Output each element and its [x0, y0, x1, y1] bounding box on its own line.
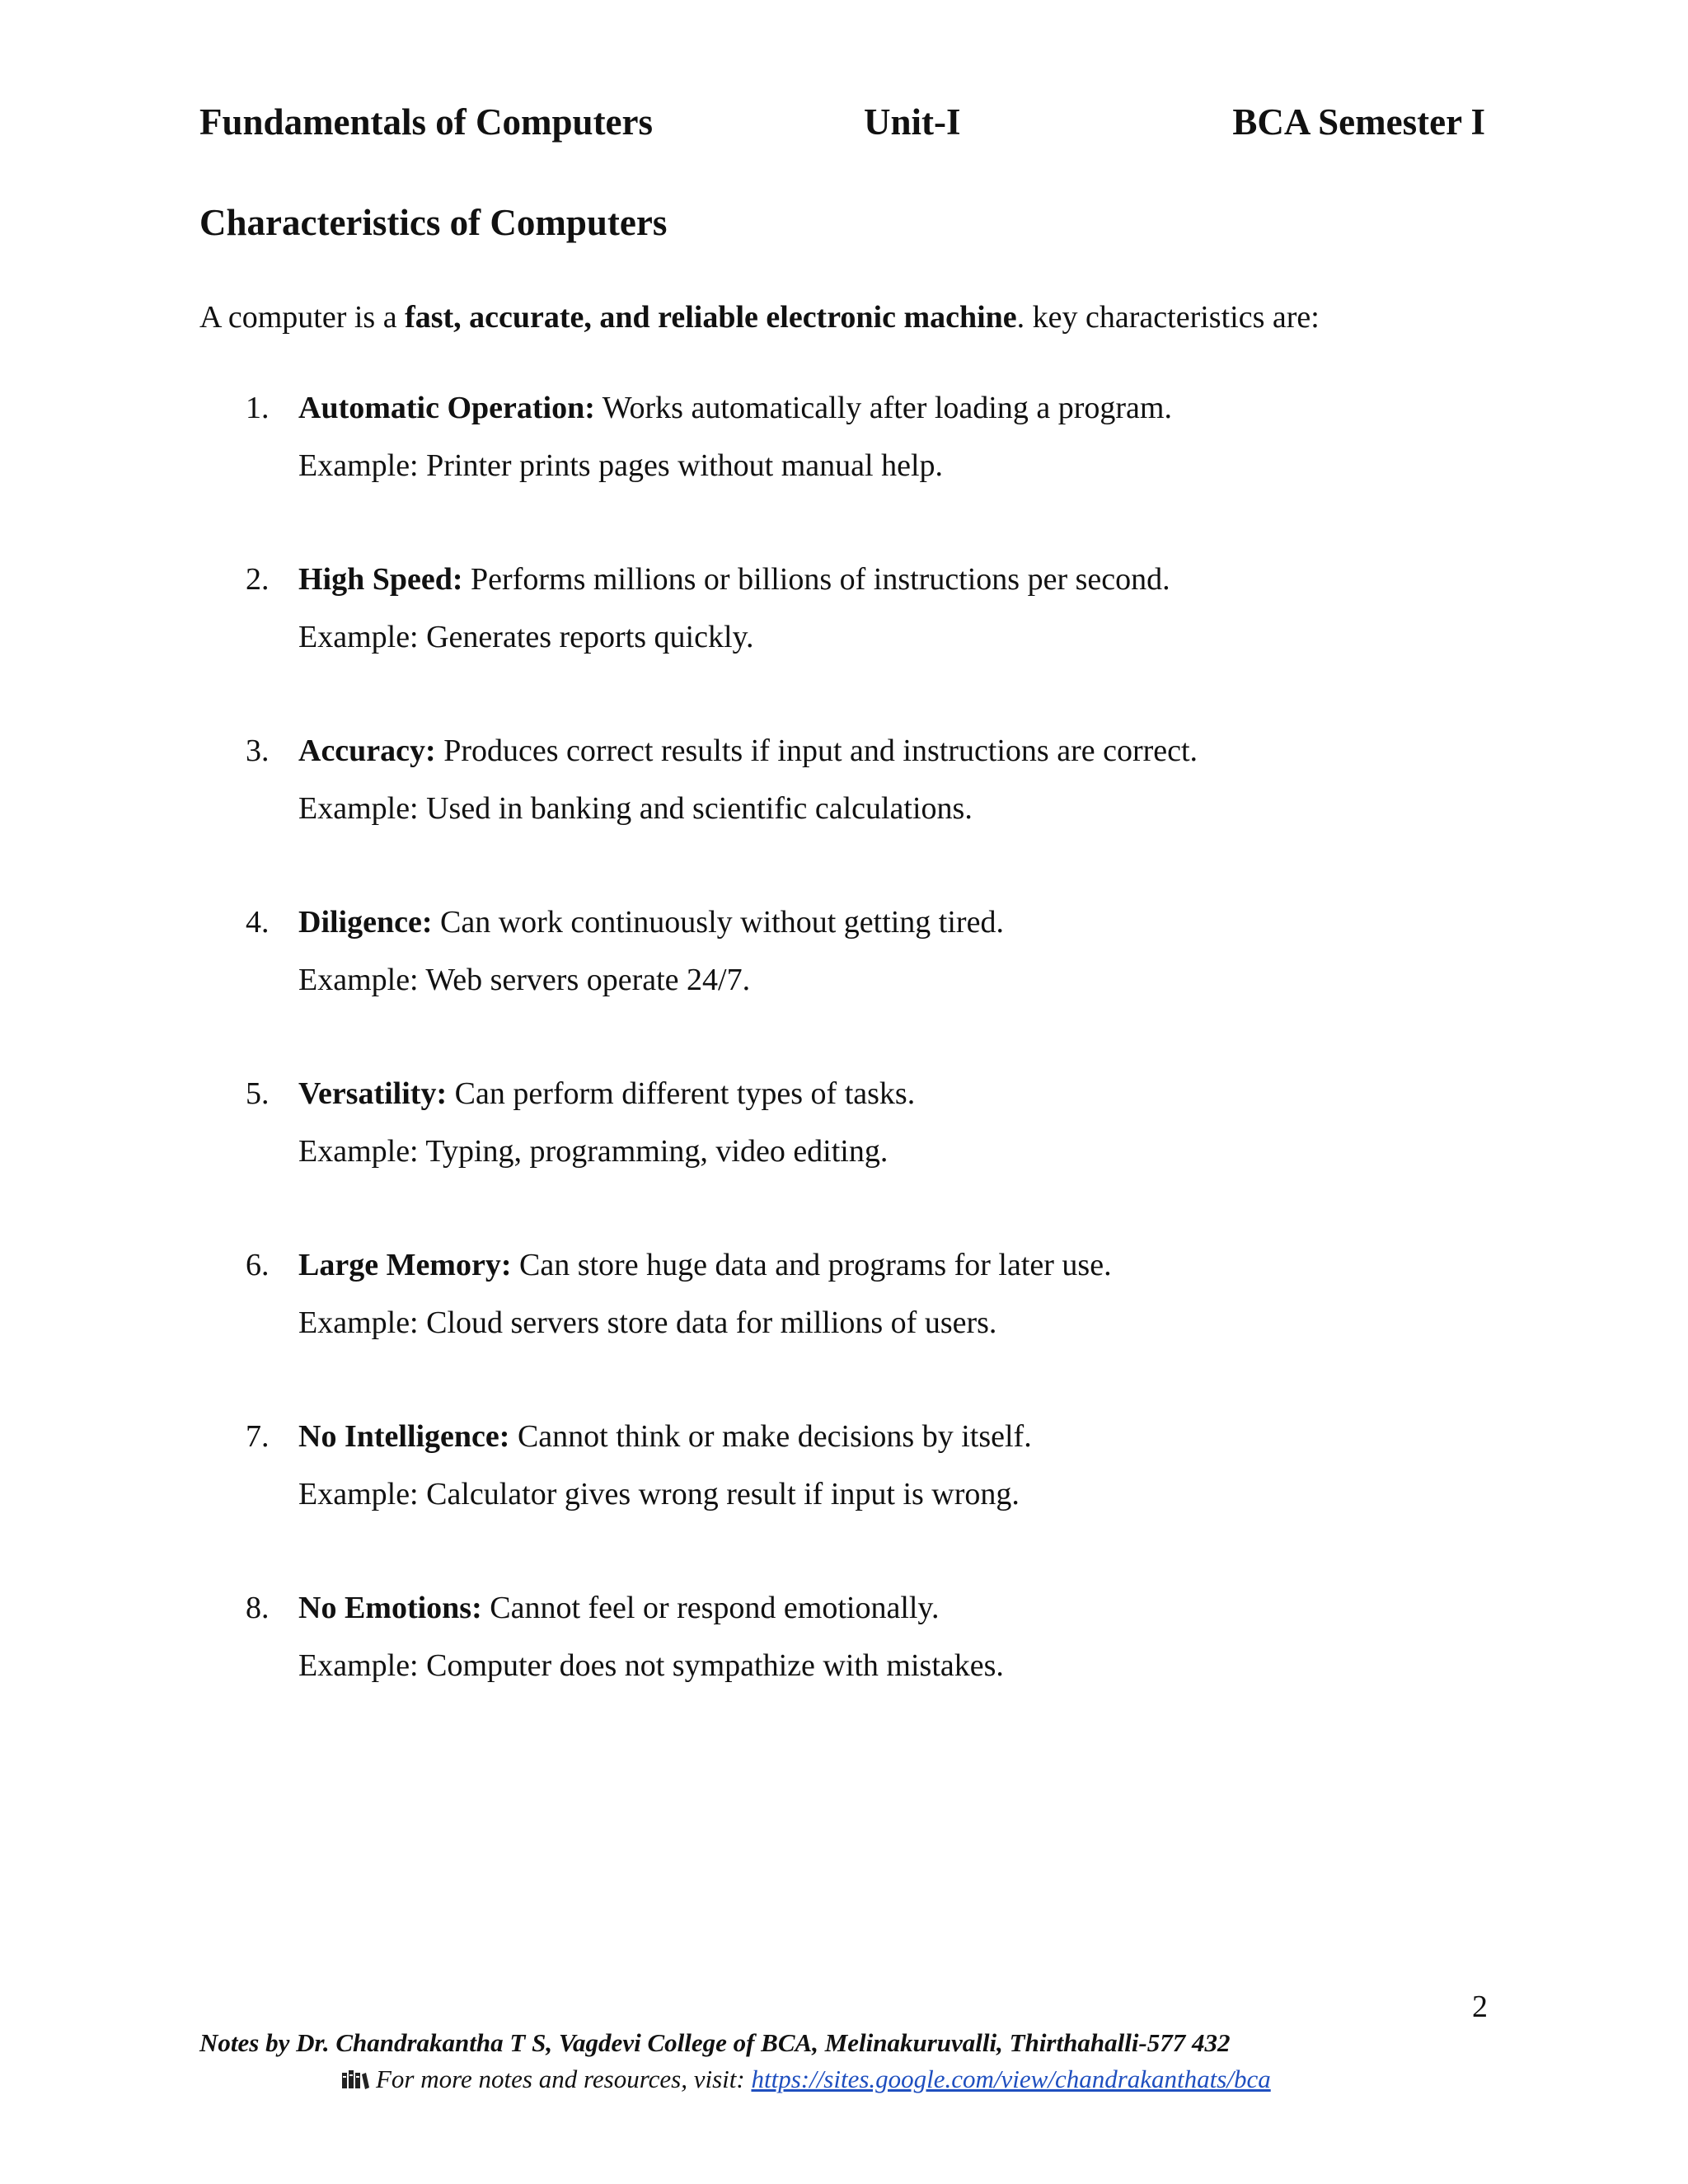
item-term: No Intelligence:: [298, 1419, 510, 1454]
header-unit: Unit-I: [864, 101, 961, 143]
item-number: 6.: [246, 1248, 270, 1282]
item-definition: [298, 1587, 939, 1629]
item-term: Versatility:: [298, 1076, 448, 1111]
list-item: [0, 902, 1688, 1073]
item-example: Example: Typing, programming, video editing.: [298, 1134, 889, 1169]
header-semester: BCA Semester I: [1232, 101, 1485, 143]
item-term: Accuracy:: [298, 733, 436, 768]
item-description: Produces correct results if input and instructions are correct.: [435, 733, 1198, 768]
item-definition: [298, 1416, 1032, 1457]
intro-suffix: . key characteristics are:: [1016, 300, 1320, 335]
item-number: 3.: [246, 733, 270, 768]
list-item: [0, 1587, 1688, 1759]
item-definition: [298, 559, 1170, 600]
item-definition: [298, 387, 1172, 429]
item-number: 7.: [246, 1419, 270, 1454]
list-item: [0, 730, 1688, 902]
item-definition: [298, 730, 1198, 771]
item-example: Example: Used in banking and scientific calculations.: [298, 791, 973, 826]
item-term: Large Memory:: [298, 1248, 512, 1282]
footer-credit: Notes by Dr. Chandrakantha T S, Vagdevi College of BCA, Melinakuruvalli, Thirthahalli-577 432: [199, 2028, 1231, 2057]
item-example: Example: Web servers operate 24/7.: [298, 963, 751, 997]
item-description: Can work continuously without getting tired.: [432, 905, 1004, 940]
page-number: 2: [1472, 1990, 1488, 2024]
intro-bold: fast, accurate, and reliable electronic machine: [405, 300, 1017, 335]
item-example: Example: Calculator gives wrong result if input is wrong.: [298, 1477, 1020, 1511]
item-description: Performs millions or billions of instructions per second.: [462, 562, 1170, 597]
item-description: Can store huge data and programs for later use.: [511, 1248, 1112, 1282]
list-item: [0, 1244, 1688, 1416]
item-number: 1.: [246, 391, 270, 425]
item-definition: [298, 1244, 1112, 1286]
item-term: Diligence:: [298, 905, 433, 940]
item-example: Example: Printer prints pages without manual help.: [298, 448, 944, 483]
list-item: [0, 1073, 1688, 1244]
item-example: Example: Cloud servers store data for millions of users.: [298, 1305, 997, 1340]
item-number: 4.: [246, 905, 270, 940]
books-icon: [341, 2064, 369, 2085]
list-item: [0, 559, 1688, 730]
item-term: High Speed:: [298, 562, 463, 597]
characteristics-list: [0, 387, 1688, 1759]
intro-prefix: A computer is a: [199, 300, 406, 335]
section-title: Characteristics of Computers: [199, 202, 668, 243]
item-term: No Emotions:: [298, 1591, 482, 1625]
item-example: Example: Generates reports quickly.: [298, 620, 754, 654]
resources-link[interactable]: https://sites.google.com/view/chandrakanthats/bca: [751, 2064, 1271, 2093]
item-number: 5.: [246, 1076, 270, 1111]
list-item: [0, 387, 1688, 559]
item-definition: [298, 1073, 915, 1114]
item-example: Example: Computer does not sympathize with mistakes.: [298, 1648, 1004, 1683]
list-item: [0, 1416, 1688, 1587]
item-term: Automatic Operation:: [298, 391, 595, 425]
item-description: Works automatically after loading a program.: [594, 391, 1172, 425]
header-course-title: Fundamentals of Computers: [199, 101, 654, 143]
item-number: 2.: [246, 562, 270, 597]
page-header: [199, 97, 1485, 147]
item-description: Cannot feel or respond emotionally.: [481, 1591, 940, 1625]
footer-resources-text: For more notes and resources, visit:: [376, 2064, 752, 2093]
item-definition: [298, 902, 1004, 943]
item-description: Cannot think or make decisions by itself.: [509, 1419, 1032, 1454]
footer-resources: [341, 2062, 1271, 2097]
intro-paragraph: [199, 297, 1320, 338]
item-description: Can perform different types of tasks.: [447, 1076, 916, 1111]
item-number: 8.: [246, 1591, 270, 1625]
